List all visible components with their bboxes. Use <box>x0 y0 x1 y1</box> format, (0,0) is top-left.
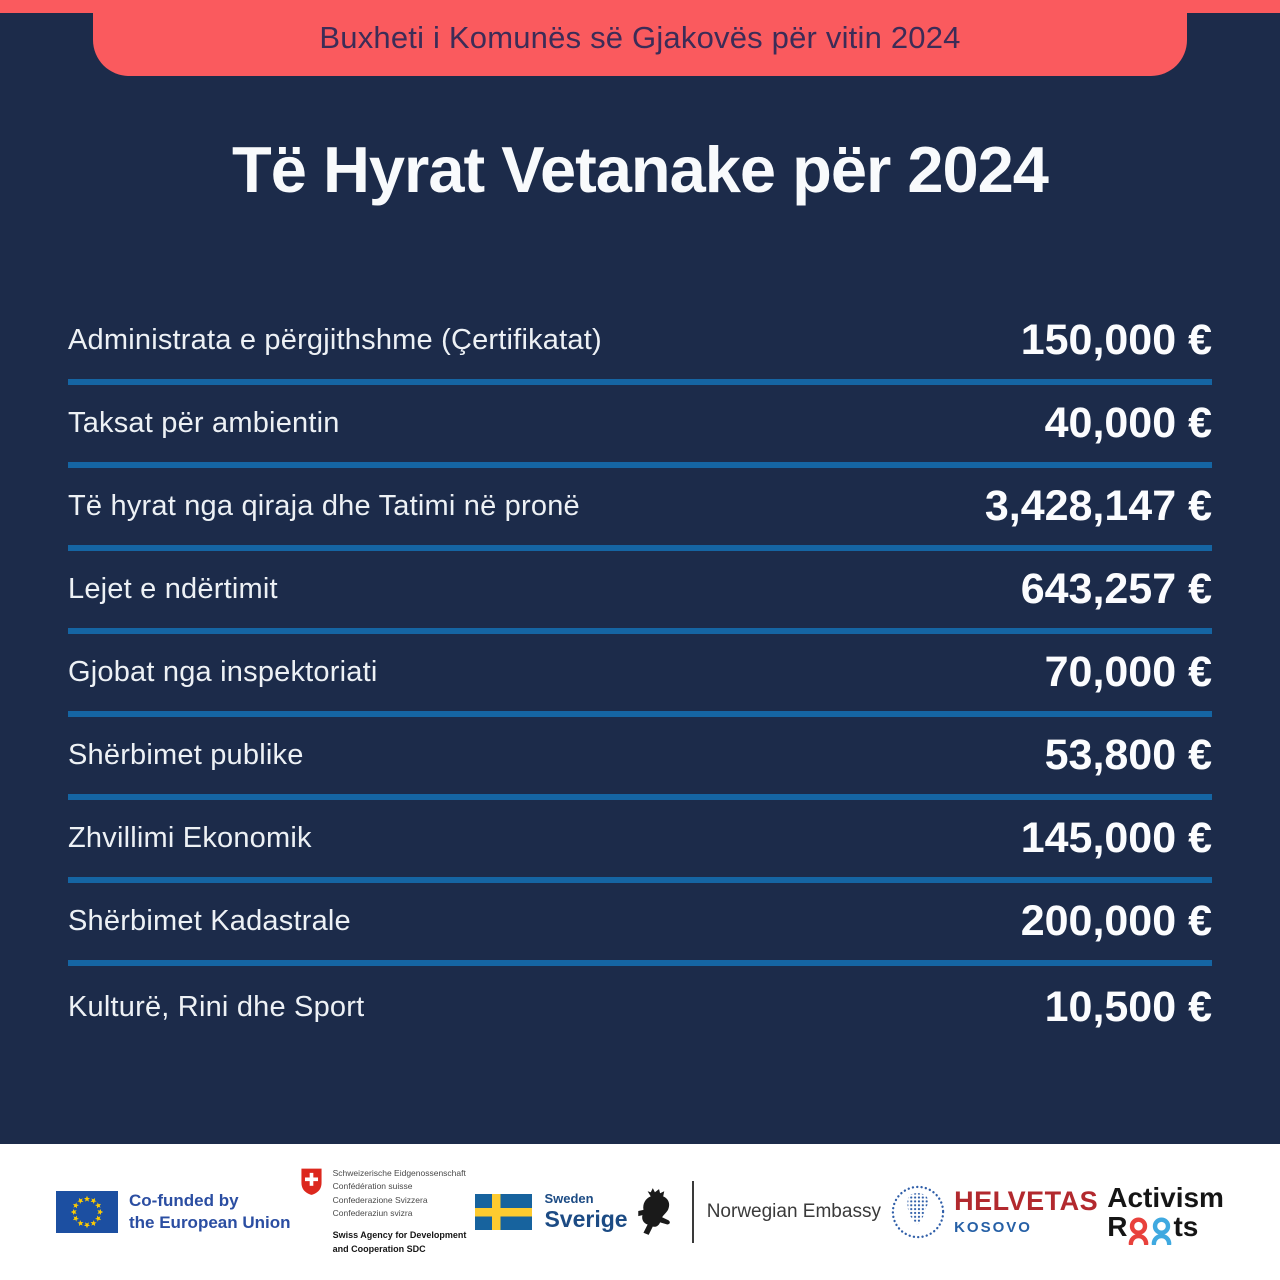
sdc-logo <box>300 1167 467 1257</box>
table-row <box>68 468 1212 551</box>
row-label: Shërbimet publike <box>68 739 304 771</box>
sdc-agency-line2: and Cooperation SDC <box>332 1243 426 1254</box>
helvetas-text-block <box>954 1188 1098 1236</box>
row-label: Zhvillimi Ekonomik <box>68 822 312 854</box>
helvetas-globe-icon <box>890 1184 946 1240</box>
sweden-logo <box>475 1192 627 1232</box>
activism-roots-text <box>1107 1183 1224 1242</box>
sdc-line-rm: Confederaziun svizra <box>332 1207 413 1218</box>
row-label: Administrata e përgjithshme (Çertifikatat) <box>68 324 602 356</box>
sdc-line-it: Confederazione Svizzera <box>332 1194 428 1205</box>
sdc-spacer <box>333 1220 467 1229</box>
row-label: Taksat për ambientin <box>68 407 340 439</box>
roots-word <box>1107 1212 1198 1241</box>
row-label: Të hyrat nga qiraja dhe Tatimi në pronë <box>68 490 580 522</box>
sweden-label-en: Sweden <box>544 1191 594 1207</box>
activism-word: Activism <box>1107 1181 1224 1213</box>
row-amount: 40,000 € <box>1044 399 1212 447</box>
table-row <box>68 966 1212 1049</box>
sdc-text-block <box>333 1167 467 1257</box>
norway-divider <box>692 1181 694 1243</box>
sweden-flag-icon <box>475 1194 532 1230</box>
norway-label: Norwegian Embassy <box>706 1201 881 1222</box>
roots-letters-ts: ts <box>1173 1211 1199 1242</box>
row-label: Kulturë, Rini dhe Sport <box>68 991 365 1023</box>
activism-roots-logo <box>1107 1183 1224 1242</box>
norwegian-embassy-logo <box>637 1181 881 1243</box>
row-amount: 3,428,147 € <box>984 482 1212 530</box>
table-row <box>68 551 1212 634</box>
row-amount: 150,000 € <box>1020 316 1212 364</box>
row-amount: 53,800 € <box>1044 731 1212 779</box>
helvetas-logo <box>890 1184 1098 1240</box>
row-amount: 10,500 € <box>1044 983 1212 1031</box>
sdc-line-de: Schweizerische Eidgenossenschaft <box>332 1168 466 1179</box>
page-title: Të Hyrat Vetanake për 2024 <box>232 133 1048 206</box>
eu-logo <box>56 1190 291 1234</box>
sweden-text-block <box>544 1192 627 1232</box>
helvetas-name: HELVETAS <box>954 1186 1099 1216</box>
row-amount: 643,257 € <box>1020 565 1212 613</box>
row-label: Shërbimet Kadastrale <box>68 905 351 937</box>
roots-letter-r: R <box>1107 1211 1128 1242</box>
sdc-line-fr: Confédération suisse <box>332 1181 413 1192</box>
sweden-label-sv: Sverige <box>544 1205 628 1232</box>
row-label: Gjobat nga inspektoriati <box>68 656 378 688</box>
eu-text-line1: Co-funded by <box>129 1190 239 1210</box>
norway-lion-icon <box>637 1185 679 1239</box>
table-row <box>68 385 1212 468</box>
table-row <box>68 717 1212 800</box>
banner-subtitle: Buxheti i Komunës së Gjakovës për vitin 2024 <box>319 20 961 55</box>
table-row <box>68 883 1212 966</box>
revenue-table <box>68 302 1212 1049</box>
row-amount: 145,000 € <box>1020 814 1212 862</box>
table-row <box>68 302 1212 385</box>
helvetas-country: KOSOVO <box>954 1219 1032 1236</box>
eu-text-line2: the European Union <box>129 1213 291 1232</box>
header-banner <box>93 0 1187 76</box>
person-icon-red <box>1128 1216 1149 1245</box>
eu-cofunded-text <box>129 1190 291 1234</box>
eu-flag-icon <box>56 1191 118 1233</box>
table-row <box>68 800 1212 883</box>
row-amount: 70,000 € <box>1044 648 1212 696</box>
row-amount: 200,000 € <box>1020 897 1212 945</box>
swiss-shield-icon <box>300 1167 323 1196</box>
sdc-agency-line1: Swiss Agency for Development <box>332 1229 467 1240</box>
table-row <box>68 634 1212 717</box>
person-icon-blue <box>1151 1216 1172 1245</box>
footer-logos-bar <box>0 1144 1280 1280</box>
row-label: Lejet e ndërtimit <box>68 573 278 605</box>
